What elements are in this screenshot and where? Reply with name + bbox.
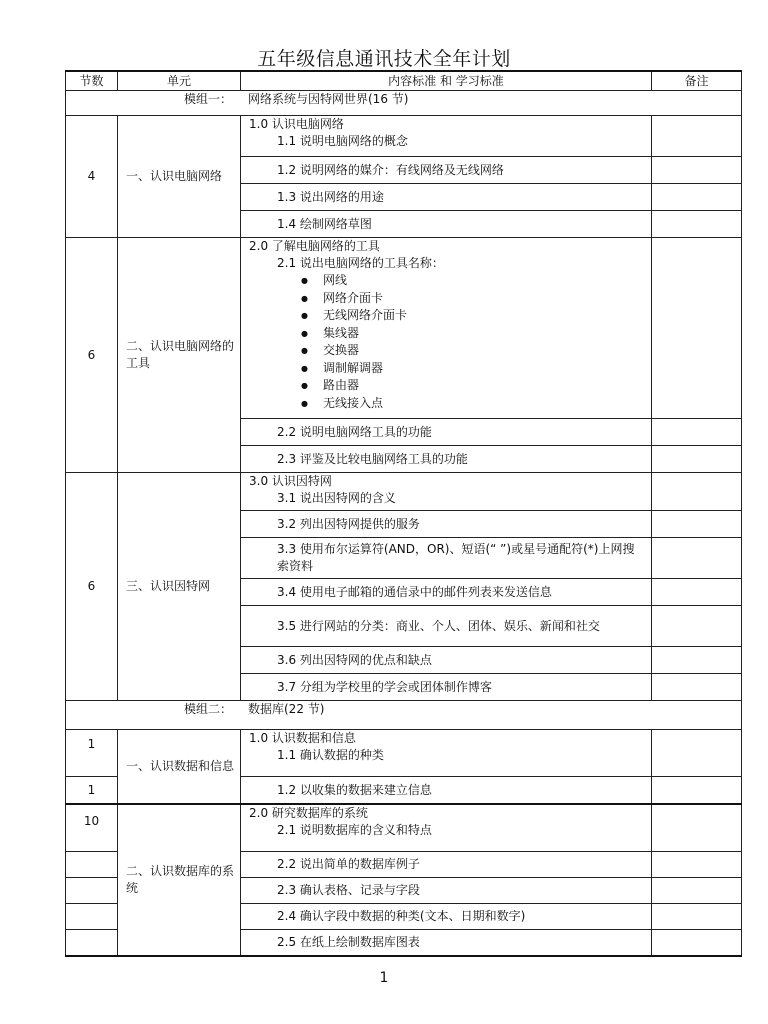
periods-cell <box>66 930 118 957</box>
content-cell <box>241 904 652 930</box>
periods-cell: 4 <box>66 116 118 238</box>
list-item: ● 无线接入点 <box>301 395 645 413</box>
standard-item: 1.3 说出网络的用途 <box>277 189 384 204</box>
list-item: ● 网络介面卡 <box>301 290 645 308</box>
standard-item: 3.3 使用布尔运算符(AND，OR)、短语(“ ”)或星号通配符(*)上网搜索资料 <box>277 542 635 573</box>
standard-item: 3.6 列出因特网的优点和缺点 <box>277 652 432 667</box>
table-row <box>66 116 742 157</box>
list-item: ● 网线 <box>301 272 645 290</box>
table-row <box>66 473 742 511</box>
header-remarks: 备注 <box>652 71 742 91</box>
content-cell <box>241 579 652 606</box>
content-cell <box>241 238 652 419</box>
periods-cell <box>66 878 118 904</box>
standard-item: 1.1 确认数据的种类 <box>277 748 384 762</box>
content-cell <box>241 777 652 805</box>
periods-cell: 1 <box>66 777 118 805</box>
module-label: 模组一： <box>183 92 232 106</box>
content-cell <box>241 878 652 904</box>
standard-item: 1.2 以收集的数据来建立信息 <box>277 782 432 797</box>
content-cell <box>241 419 652 446</box>
remarks-cell <box>652 930 742 957</box>
remarks-cell <box>652 473 742 511</box>
list-item: ● 集线器 <box>301 325 645 343</box>
module-name: 网络系统与因特网世界(16 节) <box>248 92 409 106</box>
content-cell <box>241 211 652 238</box>
content-cell <box>241 930 652 957</box>
remarks-cell <box>652 904 742 930</box>
content-cell <box>241 473 652 511</box>
standard-item: 2.5 在纸上绘制数据库图表 <box>277 935 420 949</box>
remarks-cell <box>652 238 742 419</box>
remarks-cell <box>652 211 742 238</box>
remarks-cell <box>652 419 742 446</box>
content-cell <box>241 674 652 701</box>
section-heading: 2.0 研究数据库的系统 <box>249 806 368 820</box>
content-cell <box>241 116 652 157</box>
section-heading: 2.0 了解电脑网络的工具 <box>249 239 380 253</box>
table-row <box>66 804 742 852</box>
periods-cell: 6 <box>66 238 118 473</box>
remarks-cell <box>652 878 742 904</box>
standard-item: 2.3 确认表格、记录与字段 <box>277 883 420 897</box>
header-content: 内容标准 和 学习标准 <box>241 71 652 91</box>
table-row <box>66 238 742 419</box>
content-cell <box>241 852 652 878</box>
content-cell <box>241 647 652 674</box>
list-item: ● 无线网络介面卡 <box>301 307 645 325</box>
page-number: 1 <box>379 970 389 986</box>
section-heading: 1.0 认识电脑网络 <box>249 117 344 131</box>
remarks-cell <box>652 852 742 878</box>
plan-table <box>65 70 742 957</box>
list-item: ● 调制解调器 <box>301 360 645 378</box>
page-title: 五年级信息通讯技术全年计划 <box>257 48 511 70</box>
content-cell <box>241 606 652 647</box>
standard-item: 3.5 进行网站的分类：商业、个人、团体、娱乐、新闻和社交 <box>277 618 600 633</box>
content-cell <box>241 511 652 538</box>
header-row <box>66 71 742 91</box>
content-cell <box>241 804 652 852</box>
remarks-cell <box>652 446 742 473</box>
standard-item: 3.2 列出因特网提供的服务 <box>277 516 420 531</box>
standard-item: 2.3 评鉴及比较电脑网络工具的功能 <box>277 451 468 466</box>
remarks-cell <box>652 730 742 777</box>
list-item: ● 交换器 <box>301 342 645 360</box>
remarks-cell <box>652 606 742 647</box>
content-cell <box>241 157 652 184</box>
periods-cell <box>66 904 118 930</box>
remarks-cell <box>652 647 742 674</box>
unit-name-cell: 二、认识电脑网络的工具 <box>118 238 241 473</box>
section-heading: 3.0 认识因特网 <box>249 474 332 488</box>
unit-name-cell: 三、认识因特网 <box>118 473 241 701</box>
module-label: 模组二： <box>183 702 232 716</box>
remarks-cell <box>652 579 742 606</box>
periods-cell: 10 <box>66 804 118 852</box>
header-periods: 节数 <box>66 71 118 91</box>
remarks-cell <box>652 538 742 579</box>
unit-name-cell: 一、认识电脑网络 <box>118 116 241 238</box>
content-cell <box>241 538 652 579</box>
standard-item: 3.4 使用电子邮箱的通信录中的邮件列表来发送信息 <box>277 584 552 599</box>
remarks-cell <box>652 777 742 805</box>
remarks-cell <box>652 116 742 157</box>
remarks-cell <box>652 674 742 701</box>
unit-name-cell: 二、认识数据库的系统 <box>118 804 241 956</box>
standard-item: 2.4 确认字段中数据的种类(文本、日期和数字) <box>277 909 526 923</box>
module-name: 数据库(22 节) <box>248 702 325 716</box>
standard-item: 2.2 说出简单的数据库例子 <box>277 857 420 871</box>
remarks-cell <box>652 184 742 211</box>
header-unit: 单元 <box>118 71 241 91</box>
module-row <box>66 91 742 116</box>
standard-item: 1.4 绘制网络草图 <box>277 216 372 231</box>
periods-cell: 6 <box>66 473 118 701</box>
standard-item: 3.1 说出因特网的含义 <box>277 491 396 505</box>
unit-name-cell: 一、认识数据和信息 <box>118 730 241 805</box>
list-item: ● 路由器 <box>301 377 645 395</box>
content-cell <box>241 184 652 211</box>
remarks-cell <box>652 511 742 538</box>
content-cell <box>241 730 652 777</box>
standard-item: 3.7 分组为学校里的学会或团体制作博客 <box>277 679 492 694</box>
standard-item: 1.1 说明电脑网络的概念 <box>277 134 408 148</box>
periods-cell <box>66 852 118 878</box>
tool-list <box>247 272 645 412</box>
standard-item: 2.1 说明数据库的含义和特点 <box>277 823 432 837</box>
remarks-cell <box>652 157 742 184</box>
periods-cell: 1 <box>66 730 118 777</box>
table-row <box>66 730 742 777</box>
content-cell <box>241 446 652 473</box>
remarks-cell <box>652 804 742 852</box>
module-row <box>66 701 742 730</box>
standard-item: 2.2 说明电脑网络工具的功能 <box>277 424 432 439</box>
standard-item: 1.2 说明网络的媒介：有线网络及无线网络 <box>277 162 504 177</box>
section-heading: 1.0 认识数据和信息 <box>249 731 356 745</box>
standard-item: 2.1 说出电脑网络的工具名称： <box>277 256 444 270</box>
